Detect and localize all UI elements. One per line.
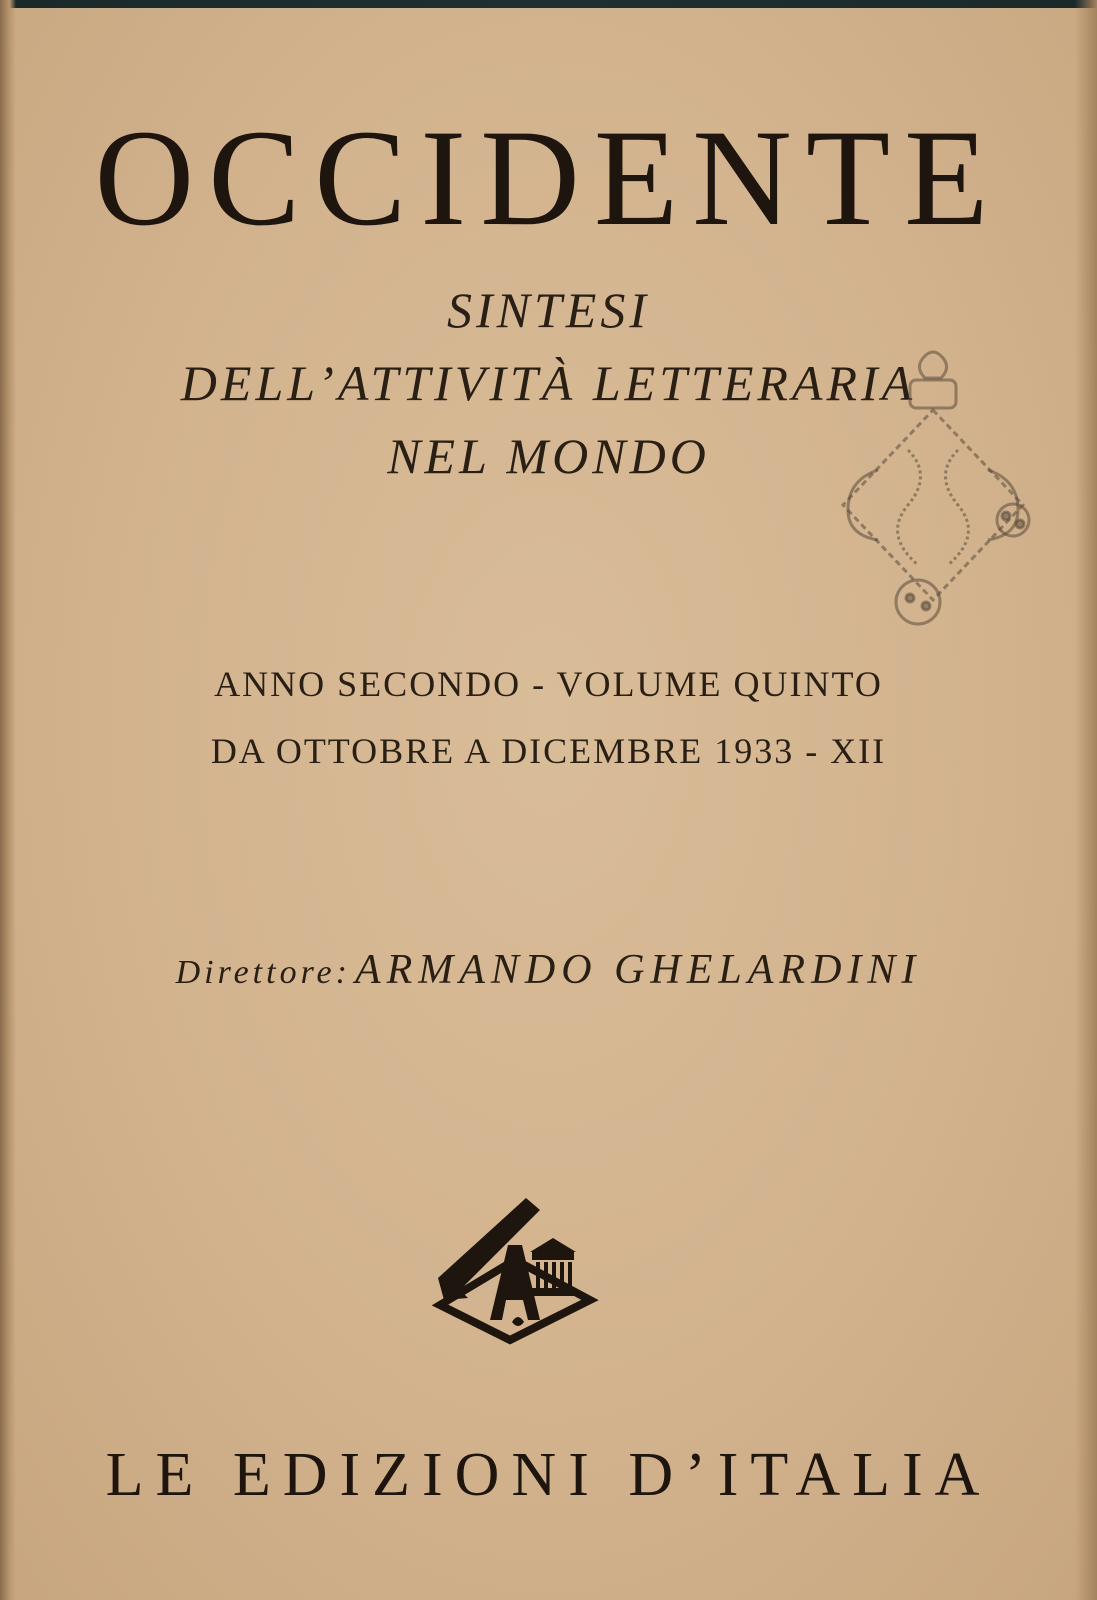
volume-line-1: ANNO SECONDO - VOLUME QUINTO bbox=[214, 664, 883, 704]
page-top-edge bbox=[0, 0, 1097, 8]
publisher-logo-icon bbox=[430, 1190, 600, 1370]
publisher-name: LE EDIZIONI D’ITALIA bbox=[105, 1441, 992, 1509]
journal-title: OCCIDENTE bbox=[94, 101, 1003, 254]
director-line bbox=[0, 946, 1097, 1003]
subtitle-line-3: NEL MONDO bbox=[387, 428, 710, 484]
volume-line-2: DA OTTOBRE A DICEMBRE 1933 - XII bbox=[210, 731, 887, 771]
director-label: Direttore: bbox=[175, 954, 351, 991]
director-name: ARMANDO GHELARDINI bbox=[354, 947, 922, 993]
library-stamp-icon bbox=[818, 340, 1048, 640]
subtitle-line-1: SINTESI bbox=[447, 282, 650, 338]
subtitle-line-2: DELL’ATTIVITÀ LETTERARIA bbox=[180, 355, 917, 411]
